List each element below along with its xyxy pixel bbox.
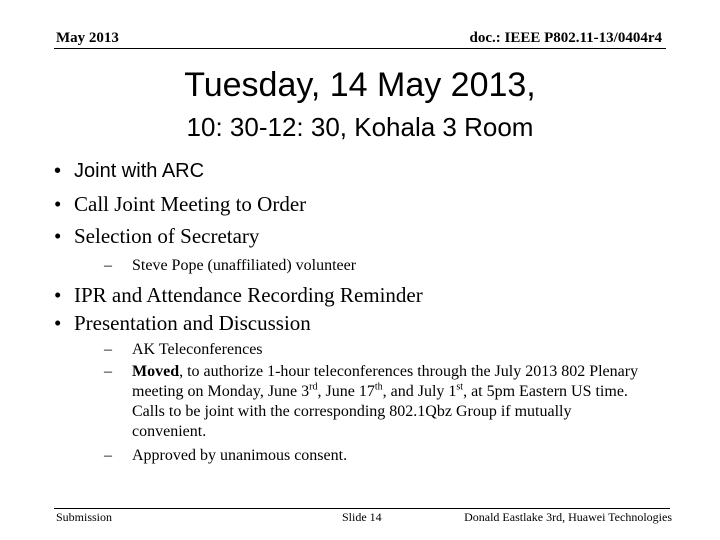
bullet-dot-icon: • <box>54 224 62 248</box>
bullet-call-to-order: • Call Joint Meeting to Order <box>54 192 307 216</box>
bullet-presentation-discussion: • Presentation and Discussion <box>54 311 311 335</box>
dash-icon: – <box>104 447 112 464</box>
header-doc-id: doc.: IEEE P802.11-13/0404r4 <box>469 30 662 46</box>
sub-bullet-secretary-volunteer: – Steve Pope (unaffiliated) volunteer <box>104 257 357 274</box>
dash-icon: – <box>104 363 112 380</box>
footer-divider <box>54 508 670 509</box>
bullet-joint-with-arc: • Joint with ARC <box>54 160 205 182</box>
bullet-dot-icon: • <box>54 311 62 335</box>
bullet-dot-icon: • <box>54 192 62 216</box>
bullet-dot-icon: • <box>54 283 62 307</box>
slide-title-line-1: Tuesday, 14 May 2013, <box>184 66 536 104</box>
bullet-ipr-reminder: • IPR and Attendance Recording Reminder <box>54 283 423 307</box>
dash-icon: – <box>104 341 112 358</box>
sub-bullet-motion: – Moved, to authorize 1-hour teleconferences through the July 2013 802 Plenary meeting on Monday, June 3rd, June 17th, and July 1st, at 5pm Eastern US time. Calls to be joint with the corresponding 802.1Qbz Group if mutually convenient. <box>104 363 639 440</box>
sub-bullet-approved: – Approved by unanimous consent. <box>104 447 348 464</box>
header-divider <box>54 48 666 49</box>
footer-author: Donald Eastlake 3rd, Huawei Technologies <box>464 510 672 524</box>
bullet-dot-icon: • <box>54 160 62 182</box>
header-date: May 2013 <box>56 30 119 46</box>
dash-icon: – <box>104 257 112 274</box>
footer-submission: Submission <box>56 510 113 524</box>
motion-keyword: Moved <box>132 363 180 380</box>
bullet-selection-of-secretary: • Selection of Secretary <box>54 224 260 248</box>
slide-title-line-2: 10: 30-12: 30, Kohala 3 Room <box>186 112 534 142</box>
sub-bullet-ak-teleconferences: – AK Teleconferences <box>104 341 263 358</box>
footer-slide-number: Slide 14 <box>342 510 382 524</box>
